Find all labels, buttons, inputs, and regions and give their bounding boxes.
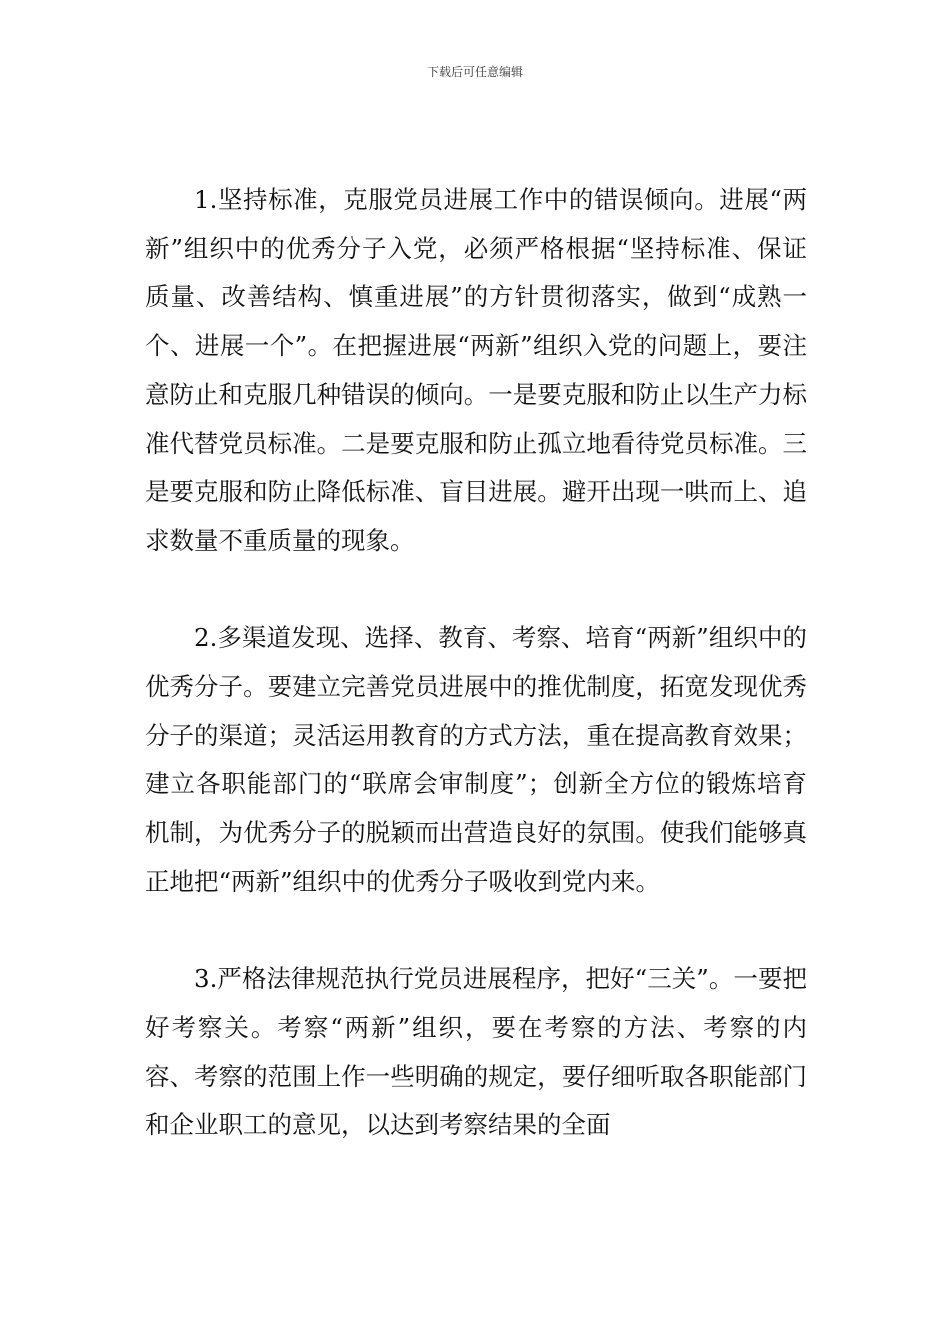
page-header-note: 下载后可任意编辑 (426, 65, 523, 79)
paragraph-3: 3.严格法律规范执行党员进展程序，把好“三关”。一要把好考察关。考察“两新”组织，要在考察的方法、考察的内容、考察的范围上作一些明确的规定，要仔细听取各职能部门和企业职工的意见，以达到考察结果的全面 (145, 964, 807, 1140)
document-body (145, 176, 807, 1150)
paragraph-1: 1.坚持标准，克服党员进展工作中的错误倾向。进展“两新”组织中的优秀分子入党，必须严格根据“坚持标准、保证质量、改善结构、慎重进展”的方针贯彻落实，做到“成熟一个、进展一个”。在把握进展“两新”组织入党的问题上，要注意防止和克服几种错误的倾向。一是要克服和防止以生产力标准代替党员标准。二是要克服和防止孤立地看待党员标准。三是要克服和防止降低标准、盲目进展。避开出现一哄而上、追求数量不重质量的现象。 (145, 185, 807, 555)
paragraph-2: 2.多渠道发现、选择、教育、考察、培育“两新”组织中的优秀分子。要建立完善党员进展中的推优制度，拓宽发现优秀分子的渠道；灵活运用教育的方式方法，重在提高教育效果；建立各职能部门的“联席会审制度”；创新全方位的锻炼培育机制，为优秀分子的脱颖而出营造良好的氛围。使我们能够真正地把“两新”组织中的优秀分子吸收到党内来。 (145, 623, 807, 896)
